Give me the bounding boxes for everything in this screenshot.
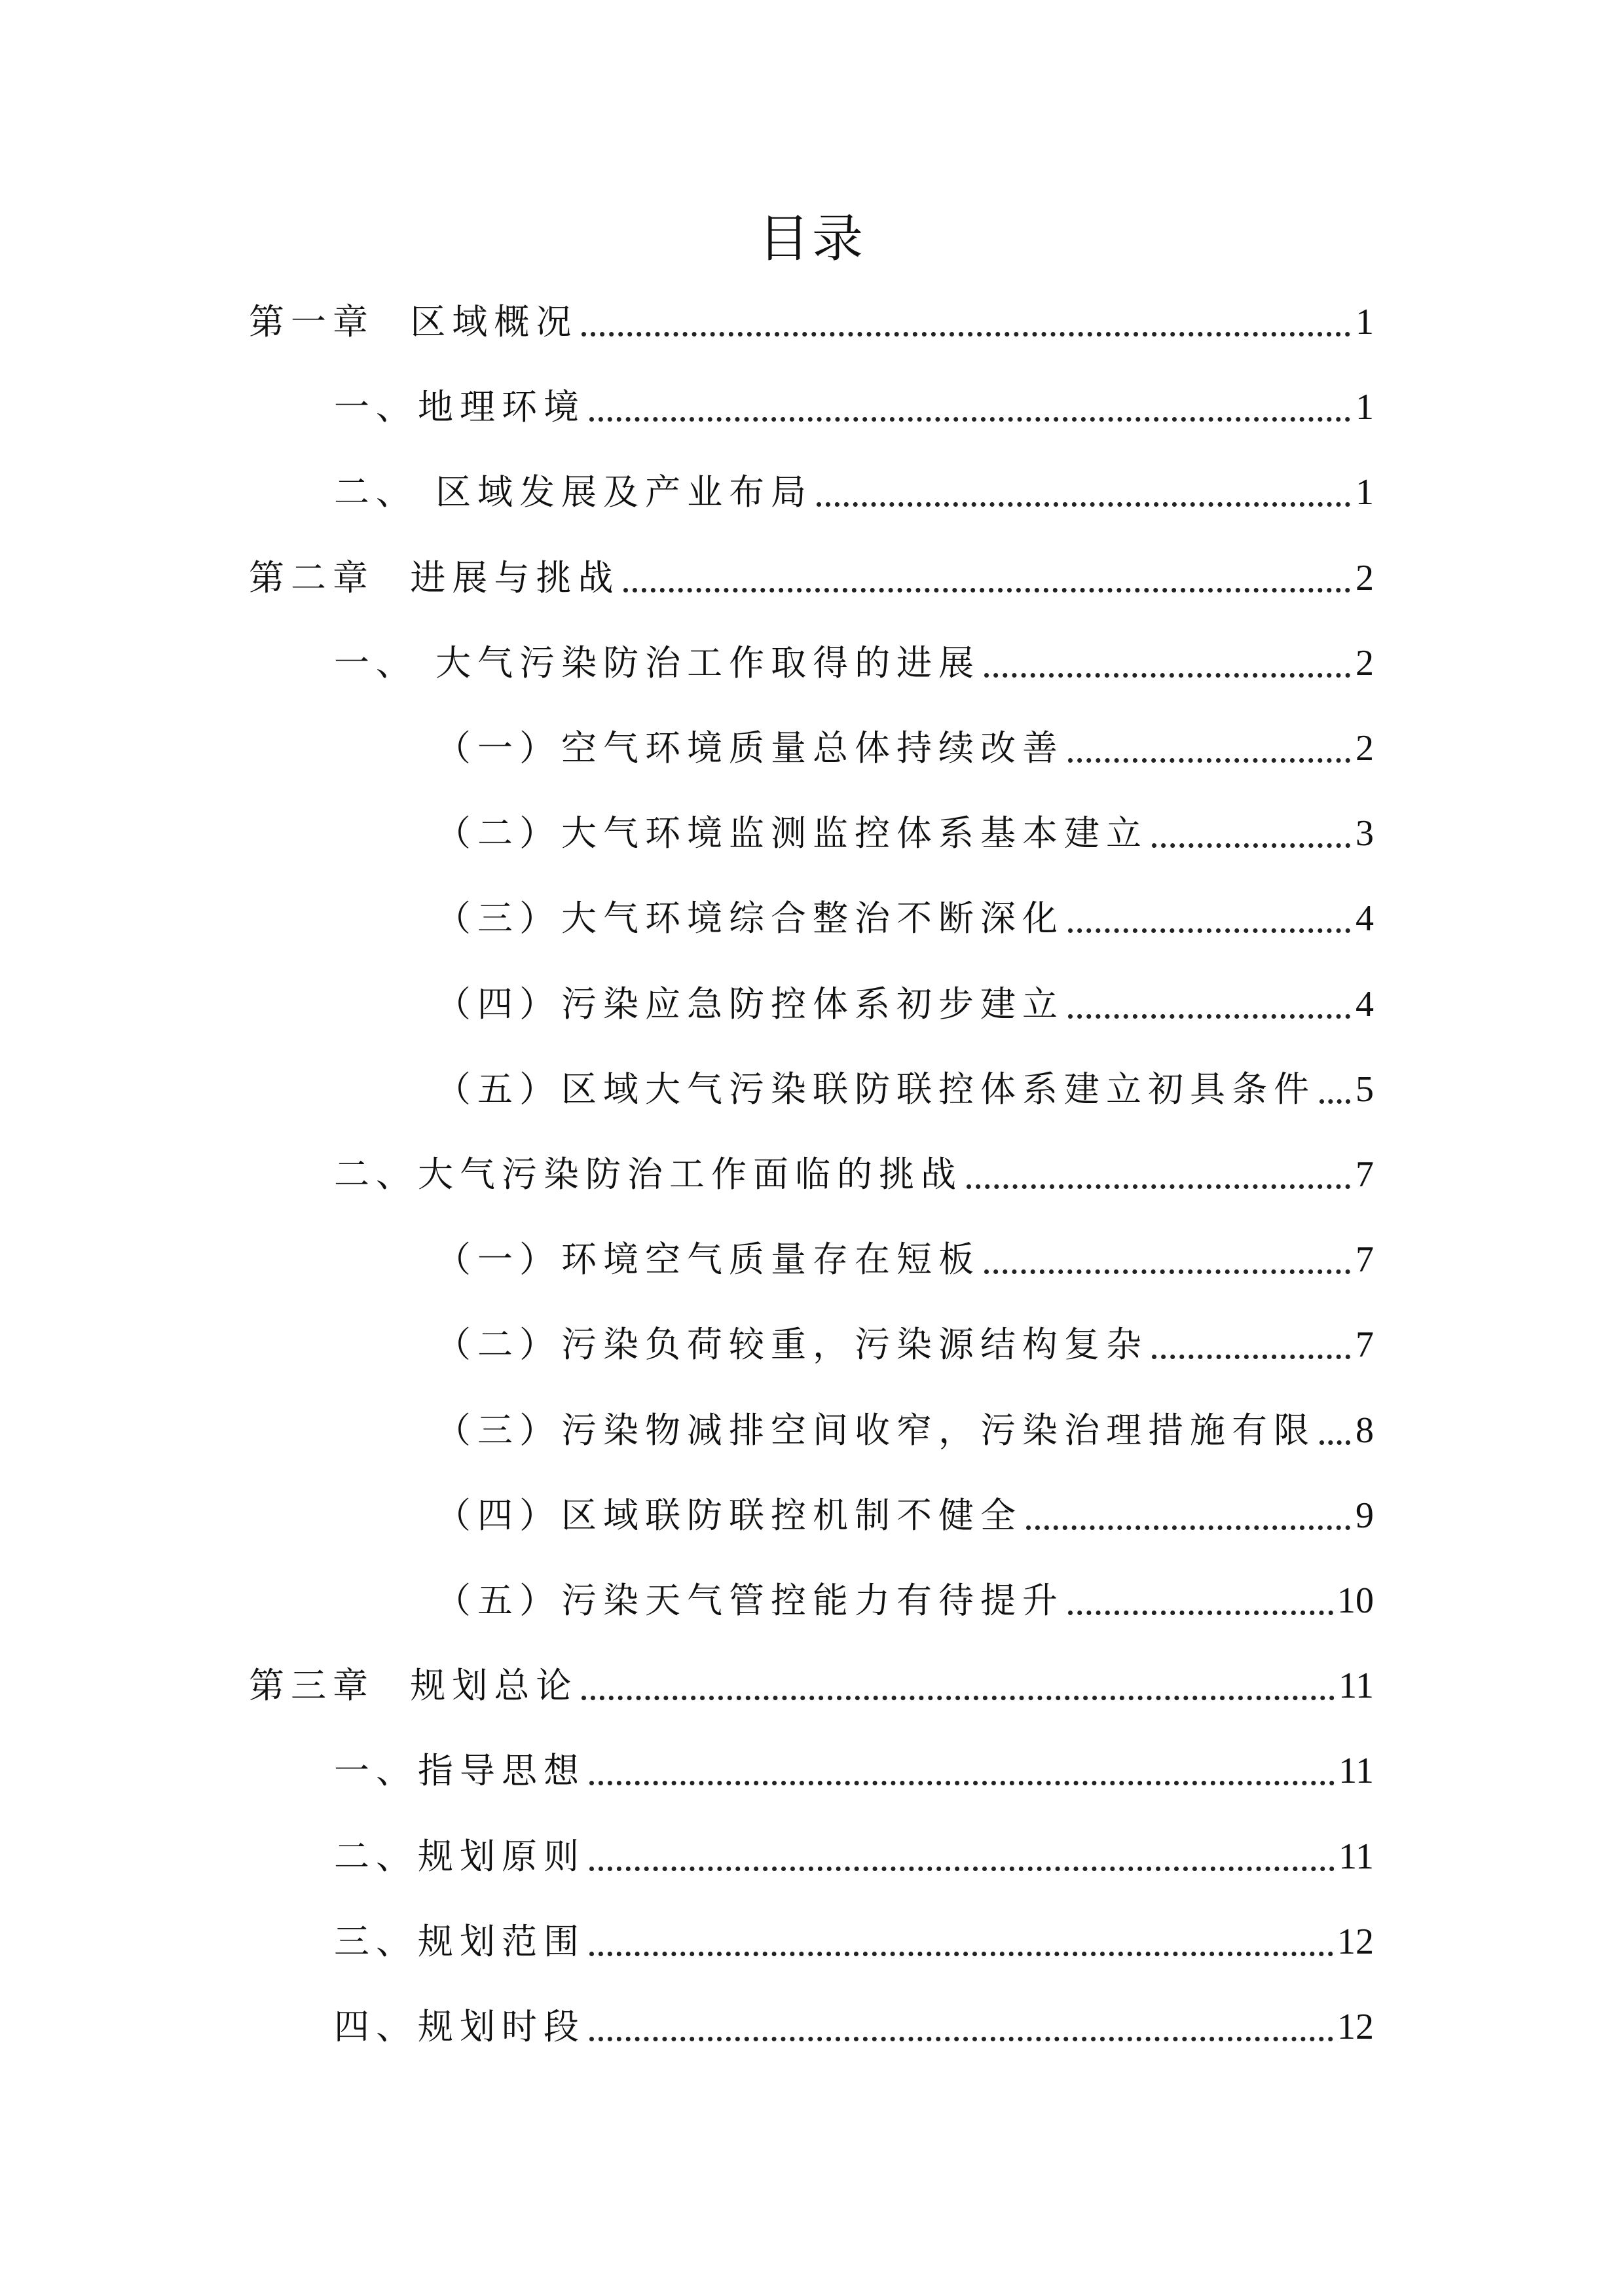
dot-leader	[589, 1867, 1335, 1871]
toc-page-number: 7	[1356, 1239, 1374, 1280]
toc-page-number: 9	[1356, 1495, 1374, 1536]
toc-section-entry[interactable]	[334, 1139, 1374, 1198]
dot-leader	[1068, 928, 1350, 933]
toc-chapter-entry[interactable]	[249, 1650, 1374, 1709]
dot-leader	[1152, 1355, 1350, 1359]
toc-entry-label: （四）污染应急防控体系初步建立	[435, 983, 1064, 1025]
toc-page-number: 5	[1356, 1069, 1374, 1110]
toc-page-number: 2	[1356, 643, 1374, 683]
toc-page-number: 3	[1356, 813, 1374, 854]
dot-leader	[1152, 843, 1350, 848]
toc-section-entry[interactable]	[334, 1821, 1374, 1880]
toc-entry-label: 一、地理环境	[334, 386, 585, 428]
toc-entry-label: 第一章 区域概况	[249, 301, 578, 342]
toc-page-number: 2	[1356, 558, 1374, 598]
dot-leader	[817, 502, 1350, 507]
toc-entry-label: 一、 大气污染防治工作取得的进展	[334, 642, 981, 683]
toc-entry-label: 二、大气污染防治工作面临的挑战	[334, 1154, 963, 1195]
dot-leader	[1320, 1440, 1350, 1445]
toc-entry-label: 一、指导思想	[334, 1750, 585, 1791]
dot-leader	[581, 332, 1350, 337]
toc-page-number: 4	[1356, 984, 1374, 1025]
toc-section-entry[interactable]	[334, 372, 1374, 431]
toc-page-number: 7	[1356, 1324, 1374, 1365]
toc-section-entry[interactable]	[334, 1906, 1374, 1965]
toc-section-entry[interactable]	[334, 628, 1374, 687]
toc-subsection-entry[interactable]	[435, 883, 1374, 942]
toc-subsection-entry[interactable]	[435, 1309, 1374, 1368]
toc-entry-label: 四、规划时段	[334, 2006, 585, 2047]
toc-page-number: 11	[1338, 1666, 1374, 1706]
toc-subsection-entry[interactable]	[435, 713, 1374, 772]
toc-entry-label: 二、规划原则	[334, 1836, 585, 1877]
toc-entry-label: 三、规划范围	[334, 1921, 585, 1962]
dot-leader	[589, 417, 1350, 422]
toc-entry-label: （一）空气环境质量总体持续改善	[435, 727, 1064, 769]
toc-page-number: 4	[1356, 898, 1374, 939]
toc-page-number: 1	[1356, 472, 1374, 513]
toc-subsection-entry[interactable]	[435, 1224, 1374, 1283]
toc-subsection-entry[interactable]	[435, 1395, 1374, 1454]
dot-leader	[1026, 1525, 1350, 1530]
toc-section-entry[interactable]	[334, 457, 1374, 516]
toc-page-number: 11	[1338, 1751, 1374, 1791]
toc-page-number: 2	[1356, 728, 1374, 769]
toc-subsection-entry[interactable]	[435, 1480, 1374, 1539]
dot-leader	[623, 588, 1350, 592]
toc-page-number: 1	[1356, 387, 1374, 428]
dot-leader	[1068, 1014, 1350, 1019]
dot-leader	[1320, 1099, 1350, 1104]
toc-entry-label: （一）环境空气质量存在短板	[435, 1239, 980, 1280]
toc-page-number: 12	[1337, 2007, 1374, 2047]
dot-leader	[589, 1781, 1335, 1785]
toc-subsection-entry[interactable]	[435, 798, 1374, 857]
toc-entry-label: （三）大气环境综合整治不断深化	[435, 898, 1064, 939]
toc-page-number: 7	[1356, 1154, 1374, 1195]
toc-subsection-entry[interactable]	[435, 1565, 1374, 1624]
toc-entry-label: （五）区域大气污染联防联控体系建立初具条件	[435, 1068, 1316, 1110]
dot-leader	[1068, 758, 1350, 763]
toc-page-number: 10	[1337, 1580, 1374, 1621]
toc-page-number: 11	[1338, 1836, 1374, 1877]
toc-title: 目录	[758, 210, 866, 268]
dot-leader	[984, 673, 1350, 678]
toc-entry-label: （五）污染天气管控能力有待提升	[435, 1580, 1064, 1621]
dot-leader	[1068, 1611, 1333, 1615]
toc-page-number: 8	[1356, 1410, 1374, 1451]
toc-page-number: 1	[1356, 302, 1374, 342]
toc-entry-label: （三）污染物减排空间收窄，污染治理措施有限	[435, 1410, 1316, 1451]
dot-leader	[581, 1696, 1335, 1700]
toc-entry-label: （二）污染负荷较重，污染源结构复杂	[435, 1324, 1148, 1365]
dot-leader	[589, 2037, 1333, 2041]
toc-entry-label: 第二章 进展与挑战	[249, 557, 620, 598]
dot-leader	[589, 1952, 1333, 1956]
toc-chapter-entry[interactable]	[249, 543, 1374, 602]
dot-leader	[984, 1269, 1350, 1274]
toc-entry-label: 第三章 规划总论	[249, 1665, 578, 1706]
toc-section-entry[interactable]	[334, 1992, 1374, 2050]
toc-page-number: 12	[1337, 1922, 1374, 1962]
dot-leader	[967, 1184, 1350, 1189]
toc-subsection-entry[interactable]	[435, 1054, 1374, 1113]
toc-entry-label: （四）区域联防联控机制不健全	[435, 1495, 1022, 1536]
toc-entry-label: （二）大气环境监测监控体系基本建立	[435, 812, 1148, 854]
toc-chapter-entry[interactable]	[249, 287, 1374, 346]
toc-entry-label: 二、 区域发展及产业布局	[334, 471, 813, 513]
toc-section-entry[interactable]	[334, 1736, 1374, 1795]
toc-subsection-entry[interactable]	[435, 969, 1374, 1028]
